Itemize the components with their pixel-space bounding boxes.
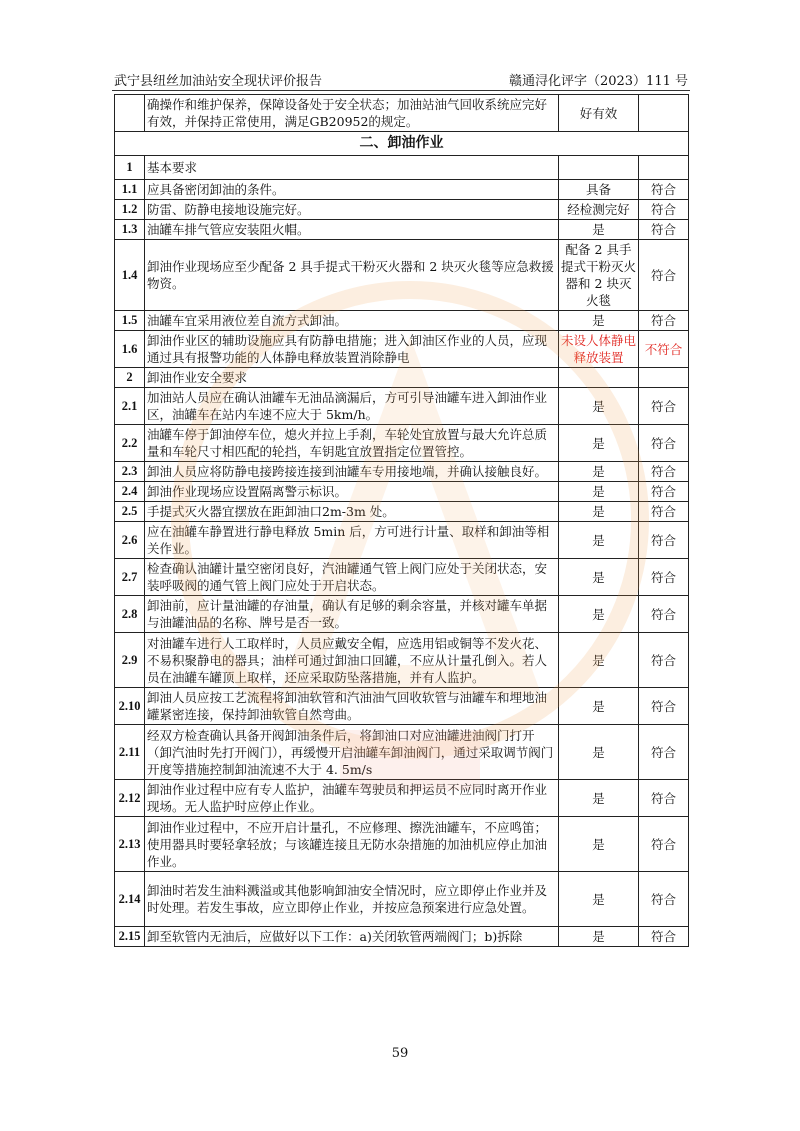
table-row — [115, 180, 689, 200]
check-result — [559, 156, 639, 180]
conclusion: 符合 — [639, 200, 689, 220]
table-row — [115, 331, 689, 368]
item-content: 基本要求 — [145, 156, 559, 180]
table-row — [115, 633, 689, 688]
item-number: 2.6 — [115, 522, 145, 559]
table-row — [115, 725, 689, 780]
item-number: 2 — [115, 368, 145, 388]
conclusion: 不符合 — [639, 331, 689, 368]
item-content: 加油站人员应在确认油罐车无油品滴漏后，方可引导油罐车进入卸油作业区，油罐车在站内车速不应大于 5km/h。 — [145, 388, 559, 425]
item-number: 2.12 — [115, 780, 145, 817]
item-content: 油罐车宜采用液位差自流方式卸油。 — [145, 311, 559, 331]
check-result: 是 — [559, 388, 639, 425]
check-result — [559, 368, 639, 388]
item-number: 1.4 — [115, 240, 145, 311]
table-row — [115, 95, 689, 132]
evaluation-table — [114, 94, 689, 947]
check-result: 是 — [559, 462, 639, 482]
check-result: 是 — [559, 522, 639, 559]
item-number: 2.11 — [115, 725, 145, 780]
header-report-number: 赣通浔化评字（2023）111 号 — [508, 74, 688, 89]
conclusion: 符合 — [639, 502, 689, 522]
item-number: 2.3 — [115, 462, 145, 482]
check-result: 是 — [559, 633, 639, 688]
item-content: 应在油罐车静置进行静电释放 5min 后，方可进行计量、取样和卸油等相关作业。 — [145, 522, 559, 559]
table-row — [115, 156, 689, 180]
table-row — [115, 872, 689, 927]
item-number: 2.5 — [115, 502, 145, 522]
item-number: 2.15 — [115, 927, 145, 947]
item-content: 卸油前，应计量油罐的存油量，确认有足够的剩余容量，并核对罐车单据与油罐油品的名称、牌号是否一致。 — [145, 596, 559, 633]
table-row — [115, 388, 689, 425]
item-content: 卸油作业过程中应有专人监护，油罐车驾驶员和押运员不应同时离开作业现场。无人监护时应停止作业。 — [145, 780, 559, 817]
table-row — [115, 311, 689, 331]
table-row — [115, 927, 689, 947]
conclusion: 符合 — [639, 780, 689, 817]
conclusion: 符合 — [639, 725, 689, 780]
conclusion: 符合 — [639, 311, 689, 331]
check-result: 是 — [559, 927, 639, 947]
check-result: 是 — [559, 780, 639, 817]
conclusion — [639, 95, 689, 132]
table-row — [115, 240, 689, 311]
item-content: 卸油作业安全要求 — [145, 368, 559, 388]
table-row — [115, 559, 689, 596]
item-content: 卸油人员应按工艺流程将卸油软管和汽油油气回收软管与油罐车和埋地油罐紧密连接，保持卸油软管自然弯曲。 — [145, 688, 559, 725]
check-result: 具备 — [559, 180, 639, 200]
table-row — [115, 200, 689, 220]
section-row — [115, 132, 689, 156]
conclusion: 符合 — [639, 482, 689, 502]
item-content: 卸至软管内无油后，应做好以下工作：a)关闭软管两端阀门；b)拆除 — [145, 927, 559, 947]
conclusion: 符合 — [639, 872, 689, 927]
table-row — [115, 522, 689, 559]
section-title: 二、卸油作业 — [115, 132, 689, 156]
conclusion: 符合 — [639, 425, 689, 462]
item-content: 油罐车停于卸油停车位，熄火并拉上手刹，车轮处宜放置与最大允许总质量和车轮尺寸相匹配的轮挡，车钥匙宜放置指定位置管控。 — [145, 425, 559, 462]
table-row — [115, 220, 689, 240]
header-divider — [112, 90, 690, 91]
item-number: 2.10 — [115, 688, 145, 725]
item-number: 1.1 — [115, 180, 145, 200]
check-result: 是 — [559, 425, 639, 462]
check-result: 未设人体静电释放装置 — [559, 331, 639, 368]
item-number: 2.14 — [115, 872, 145, 927]
item-content: 油罐车排气管应安装阻火帽。 — [145, 220, 559, 240]
item-content: 对油罐车进行人工取样时，人员应戴安全帽，应选用铝或铜等不发火花、不易积聚静电的器具；油样可通过卸油口回罐，不应从计量孔倒入。若人员在油罐车罐顶上取样，还应采取防坠落措施，并有人监护。 — [145, 633, 559, 688]
item-number: 1.3 — [115, 220, 145, 240]
check-result: 是 — [559, 872, 639, 927]
check-result: 是 — [559, 220, 639, 240]
item-content: 应具备密闭卸油的条件。 — [145, 180, 559, 200]
table-row — [115, 462, 689, 482]
item-content: 确操作和维护保养，保障设备处于安全状态；加油站油气回收系统应完好有效，并保持正常使用，满足GB20952的规定。 — [145, 95, 559, 132]
conclusion: 符合 — [639, 240, 689, 311]
conclusion: 符合 — [639, 596, 689, 633]
conclusion: 符合 — [639, 220, 689, 240]
conclusion: 符合 — [639, 462, 689, 482]
conclusion: 符合 — [639, 688, 689, 725]
item-number: 1.5 — [115, 311, 145, 331]
check-result: 是 — [559, 725, 639, 780]
check-result: 是 — [559, 311, 639, 331]
check-result: 好有效 — [559, 95, 639, 132]
check-result: 是 — [559, 482, 639, 502]
conclusion — [639, 156, 689, 180]
conclusion: 符合 — [639, 559, 689, 596]
check-result: 是 — [559, 502, 639, 522]
conclusion: 符合 — [639, 522, 689, 559]
conclusion: 符合 — [639, 180, 689, 200]
check-result: 经检测完好 — [559, 200, 639, 220]
table-row — [115, 502, 689, 522]
item-content: 防雷、防静电接地设施完好。 — [145, 200, 559, 220]
item-number: 1.2 — [115, 200, 145, 220]
conclusion — [639, 368, 689, 388]
item-number: 1 — [115, 156, 145, 180]
item-number: 2.2 — [115, 425, 145, 462]
check-result: 是 — [559, 817, 639, 872]
item-content: 卸油作业现场应至少配备 2 具手提式干粉灭火器和 2 块灭火毯等应急救援物资。 — [145, 240, 559, 311]
item-content: 卸油作业区的辅助设施应具有防静电措施；进入卸油区作业的人员，应现通过具有报警功能的人体静电释放装置消除静电 — [145, 331, 559, 368]
table-row — [115, 688, 689, 725]
table-row — [115, 780, 689, 817]
item-content: 手提式灭火器宜摆放在距卸油口2m-3m 处。 — [145, 502, 559, 522]
check-result: 是 — [559, 559, 639, 596]
item-number — [115, 95, 145, 132]
table-row — [115, 596, 689, 633]
conclusion: 符合 — [639, 817, 689, 872]
check-result: 配备 2 具手提式干粉灭火器和 2 块灭火毯 — [559, 240, 639, 311]
item-number: 2.4 — [115, 482, 145, 502]
check-result: 是 — [559, 688, 639, 725]
page-number: 59 — [391, 1046, 409, 1061]
table-row — [115, 817, 689, 872]
item-number: 2.9 — [115, 633, 145, 688]
item-content: 卸油时若发生油料溅溢或其他影响卸油安全情况时，应立即停止作业并及时处理。若发生事故，应立即停止作业，并按应急预案进行应急处置。 — [145, 872, 559, 927]
item-content: 经双方检查确认具备开阀卸油条件后，将卸油口对应油罐进油阀门打开（卸汽油时先打开阀门），再缓慢开启油罐车卸油阀门，通过采取调节阀门开度等措施控制卸油流速不大于 4. 5m/s — [145, 725, 559, 780]
conclusion: 符合 — [639, 388, 689, 425]
item-number: 2.7 — [115, 559, 145, 596]
item-number: 2.8 — [115, 596, 145, 633]
item-content: 检查确认油罐计量空密闭良好，汽油罐通气管上阀门应处于关闭状态，安装呼吸阀的通气管上阀门应处于开启状态。 — [145, 559, 559, 596]
item-content: 卸油作业过程中，不应开启计量孔，不应修理、擦洗油罐车，不应鸣笛；使用器具时要轻拿轻放；与该罐连接且无防水杂措施的加油机应停止加油作业。 — [145, 817, 559, 872]
item-content: 卸油人员应将防静电接跨接连接到油罐车专用接地端，并确认接触良好。 — [145, 462, 559, 482]
header-report-title: 武宁县纽丝加油站安全现状评价报告 — [114, 74, 323, 89]
item-content: 卸油作业现场应设置隔离警示标识。 — [145, 482, 559, 502]
check-result: 是 — [559, 596, 639, 633]
conclusion: 符合 — [639, 633, 689, 688]
item-number: 1.6 — [115, 331, 145, 368]
table-row — [115, 368, 689, 388]
table-row — [115, 482, 689, 502]
item-number: 2.13 — [115, 817, 145, 872]
table-row — [115, 425, 689, 462]
conclusion: 符合 — [639, 927, 689, 947]
item-number: 2.1 — [115, 388, 145, 425]
